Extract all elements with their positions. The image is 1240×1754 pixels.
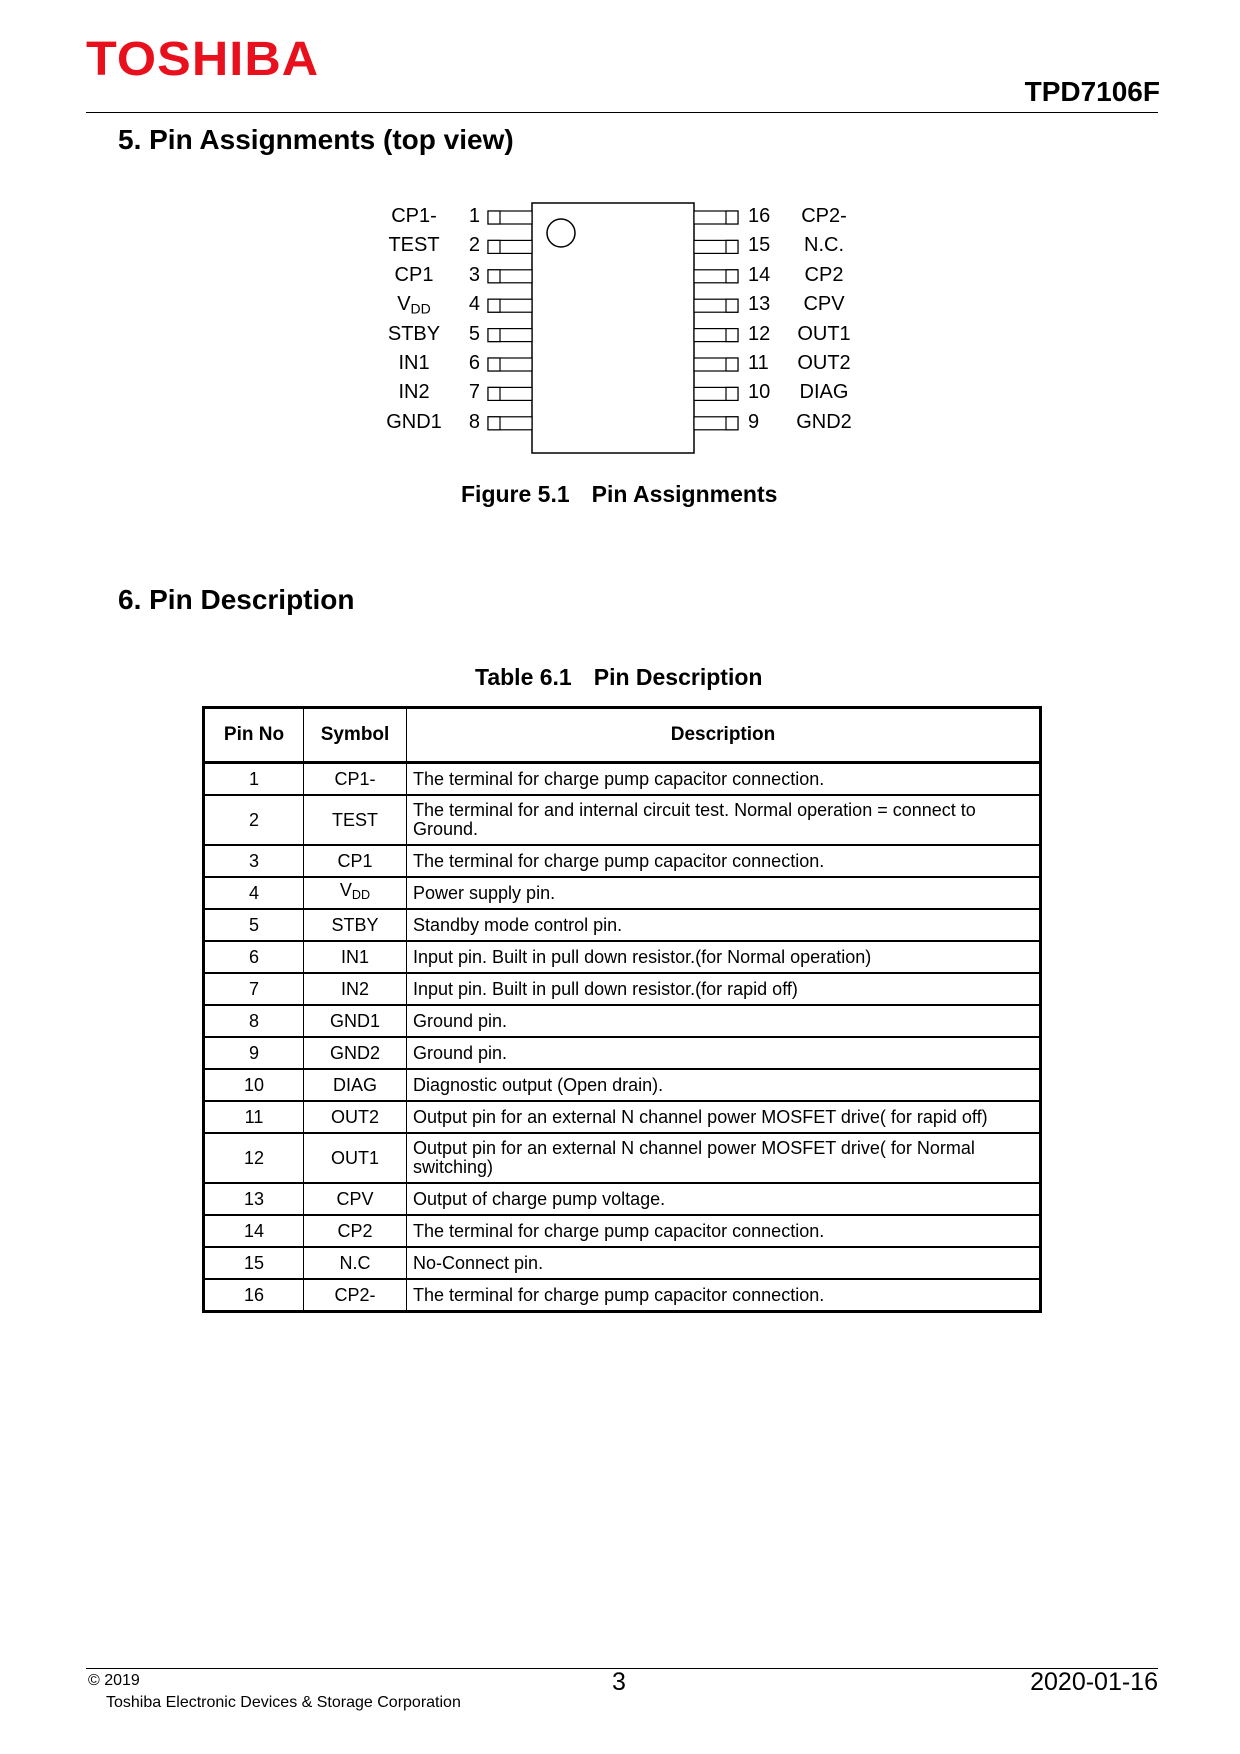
cell-pin-no: 2 <box>204 795 304 845</box>
cell-description: Output pin for an external N channel power MOSFET drive( for Normal switching) <box>407 1133 1041 1183</box>
cell-description: Ground pin. <box>407 1005 1041 1037</box>
figure-title: Pin Assignments <box>591 481 778 507</box>
pin-lead-tip-2 <box>488 240 500 253</box>
cell-pin-no: 1 <box>204 763 304 796</box>
cell-symbol: STBY <box>304 909 407 941</box>
footer-date: 2020-01-16 <box>1030 1668 1158 1696</box>
cell-pin-no: 14 <box>204 1215 304 1247</box>
cell-description: Power supply pin. <box>407 877 1041 909</box>
table-caption <box>475 664 762 691</box>
table-row <box>204 845 1041 877</box>
pin-number-13: 13 <box>748 293 771 316</box>
pin-number-4: 4 <box>468 293 480 316</box>
table-row <box>204 973 1041 1005</box>
pin-lead-tip-15 <box>726 240 738 253</box>
cell-description: The terminal for charge pump capacitor connection. <box>407 1215 1041 1247</box>
cell-description: Diagnostic output (Open drain). <box>407 1069 1041 1101</box>
cell-symbol: CP2 <box>304 1215 407 1247</box>
pin-number-10: 10 <box>748 381 771 404</box>
pin-number-1: 1 <box>468 205 480 227</box>
cell-symbol: OUT1 <box>304 1133 407 1183</box>
pin-name-9: GND2 <box>796 410 852 433</box>
cell-pin-no: 10 <box>204 1069 304 1101</box>
table-row <box>204 1247 1041 1279</box>
pin-name-15: N.C. <box>804 234 844 257</box>
pin-number-7: 7 <box>468 381 480 404</box>
pin-number-11: 11 <box>748 352 769 374</box>
pin-lead-tip-8 <box>488 417 500 430</box>
footer-corporation: Toshiba Electronic Devices & Storage Corporation <box>106 1694 461 1711</box>
symbol-subscript: DD <box>351 888 371 903</box>
pin-number-5: 5 <box>468 322 480 345</box>
cell-description: Output pin for an external N channel power MOSFET drive( for rapid off) <box>407 1101 1041 1133</box>
ic-body <box>532 203 694 453</box>
pin-name-subscript: DD <box>410 300 431 317</box>
pin-lead-tip-4 <box>488 299 500 312</box>
table-title: Pin Description <box>593 664 763 690</box>
cell-pin-no: 3 <box>204 845 304 877</box>
pin-number-12: 12 <box>748 322 771 345</box>
table-row <box>204 1215 1041 1247</box>
pin-lead-tip-12 <box>726 329 738 342</box>
cell-symbol: CP2- <box>304 1279 407 1312</box>
pin-name-13: CPV <box>803 293 845 316</box>
pin-description-table <box>202 706 1042 1313</box>
cell-pin-no: 7 <box>204 973 304 1005</box>
pin-lead-tip-10 <box>726 387 738 400</box>
pin-lead-tip-11 <box>726 358 738 371</box>
cell-symbol: GND2 <box>304 1037 407 1069</box>
table-row <box>204 1183 1041 1215</box>
pin-lead-tip-16 <box>726 211 738 224</box>
cell-symbol: N.C <box>304 1247 407 1279</box>
pin-number-15: 15 <box>748 234 771 257</box>
cell-pin-no: 4 <box>204 877 304 909</box>
cell-symbol: GND1 <box>304 1005 407 1037</box>
pin-number-2: 2 <box>468 234 480 257</box>
cell-pin-no: 8 <box>204 1005 304 1037</box>
header-description: Description <box>407 708 1041 763</box>
symbol-main: V <box>339 879 352 900</box>
table-row <box>204 1037 1041 1069</box>
pin-lead-tip-6 <box>488 358 500 371</box>
figure-number: Figure 5.1 <box>461 481 570 507</box>
figure-caption <box>461 481 777 508</box>
pin-name-3: CP1 <box>394 263 434 286</box>
cell-description: Standby mode control pin. <box>407 909 1041 941</box>
table-body <box>204 763 1041 1312</box>
cell-description: Output of charge pump voltage. <box>407 1183 1041 1215</box>
table-row <box>204 795 1041 845</box>
cell-description: The terminal for charge pump capacitor connection. <box>407 845 1041 877</box>
table-row <box>204 1069 1041 1101</box>
pin-number-16: 16 <box>748 205 771 227</box>
table-row <box>204 909 1041 941</box>
cell-symbol: IN1 <box>304 941 407 973</box>
cell-pin-no: 12 <box>204 1133 304 1183</box>
pin-lead-tip-7 <box>488 387 500 400</box>
pin-diagram <box>0 0 1240 500</box>
header-symbol: Symbol <box>304 708 407 763</box>
page-number: 3 <box>612 1668 626 1696</box>
part-number: TPD7106F <box>1024 76 1160 107</box>
pin-name-11: OUT2 <box>797 352 851 374</box>
pin-name-main: V <box>397 293 411 316</box>
table-header-row <box>204 708 1041 763</box>
table-row <box>204 1133 1041 1183</box>
pin-number-8: 8 <box>468 410 480 433</box>
pin-lead-tip-3 <box>488 270 500 283</box>
pin-lead-tip-1 <box>488 211 500 224</box>
table-row <box>204 1101 1041 1133</box>
pin-number-9: 9 <box>748 410 760 433</box>
cell-pin-no: 16 <box>204 1279 304 1312</box>
footer-copyright: © 2019 <box>88 1672 140 1689</box>
table-row <box>204 1005 1041 1037</box>
pin-name-8: GND1 <box>386 410 442 433</box>
cell-symbol <box>304 877 407 909</box>
cell-pin-no: 5 <box>204 909 304 941</box>
cell-pin-no: 6 <box>204 941 304 973</box>
pin-name-14: CP2 <box>804 263 844 286</box>
pin-lead-tip-14 <box>726 270 738 283</box>
cell-pin-no: 9 <box>204 1037 304 1069</box>
header-pin-no: Pin No <box>204 708 304 763</box>
cell-description: The terminal for and internal circuit test. Normal operation = connect to Ground. <box>407 795 1041 845</box>
pin-name-1: CP1- <box>391 205 437 227</box>
pin-lead-tip-13 <box>726 299 738 312</box>
pin-name-5: STBY <box>387 322 441 345</box>
pin-name-12: OUT1 <box>797 322 851 345</box>
cell-symbol: IN2 <box>304 973 407 1005</box>
table-row <box>204 763 1041 796</box>
cell-pin-no: 15 <box>204 1247 304 1279</box>
table-row <box>204 877 1041 909</box>
pin-lead-tip-9 <box>726 417 738 430</box>
cell-description: No-Connect pin. <box>407 1247 1041 1279</box>
pin-name-4 <box>374 293 454 317</box>
section-title-pin-assignments: 5. Pin Assignments (top view) <box>118 124 514 155</box>
cell-pin-no: 13 <box>204 1183 304 1215</box>
cell-symbol: DIAG <box>304 1069 407 1101</box>
cell-symbol: OUT2 <box>304 1101 407 1133</box>
pin-name-2: TEST <box>388 234 440 257</box>
cell-description: Ground pin. <box>407 1037 1041 1069</box>
pin-number-14: 14 <box>748 263 771 286</box>
pin-lead-tip-5 <box>488 329 500 342</box>
pin-name-7: IN2 <box>398 381 430 404</box>
pin-name-10: DIAG <box>799 381 849 404</box>
cell-description: Input pin. Built in pull down resistor.(for rapid off) <box>407 973 1041 1005</box>
table-number: Table 6.1 <box>475 664 572 690</box>
section-title-pin-description: 6. Pin Description <box>118 584 355 615</box>
cell-description: The terminal for charge pump capacitor connection. <box>407 1279 1041 1312</box>
cell-symbol: CP1 <box>304 845 407 877</box>
table-row <box>204 941 1041 973</box>
pin-name-6: IN1 <box>398 352 430 374</box>
pin-number-6: 6 <box>468 352 480 374</box>
cell-symbol: CP1- <box>304 763 407 796</box>
toshiba-logo: TOSHIBA <box>86 33 320 86</box>
pin-name-16: CP2- <box>801 205 847 227</box>
cell-pin-no: 11 <box>204 1101 304 1133</box>
cell-symbol: TEST <box>304 795 407 845</box>
cell-description: The terminal for charge pump capacitor connection. <box>407 763 1041 796</box>
pin-number-3: 3 <box>468 263 480 286</box>
ic-package-outline <box>0 0 1240 500</box>
cell-description: Input pin. Built in pull down resistor.(for Normal operation) <box>407 941 1041 973</box>
table-row <box>204 1279 1041 1312</box>
cell-symbol: CPV <box>304 1183 407 1215</box>
